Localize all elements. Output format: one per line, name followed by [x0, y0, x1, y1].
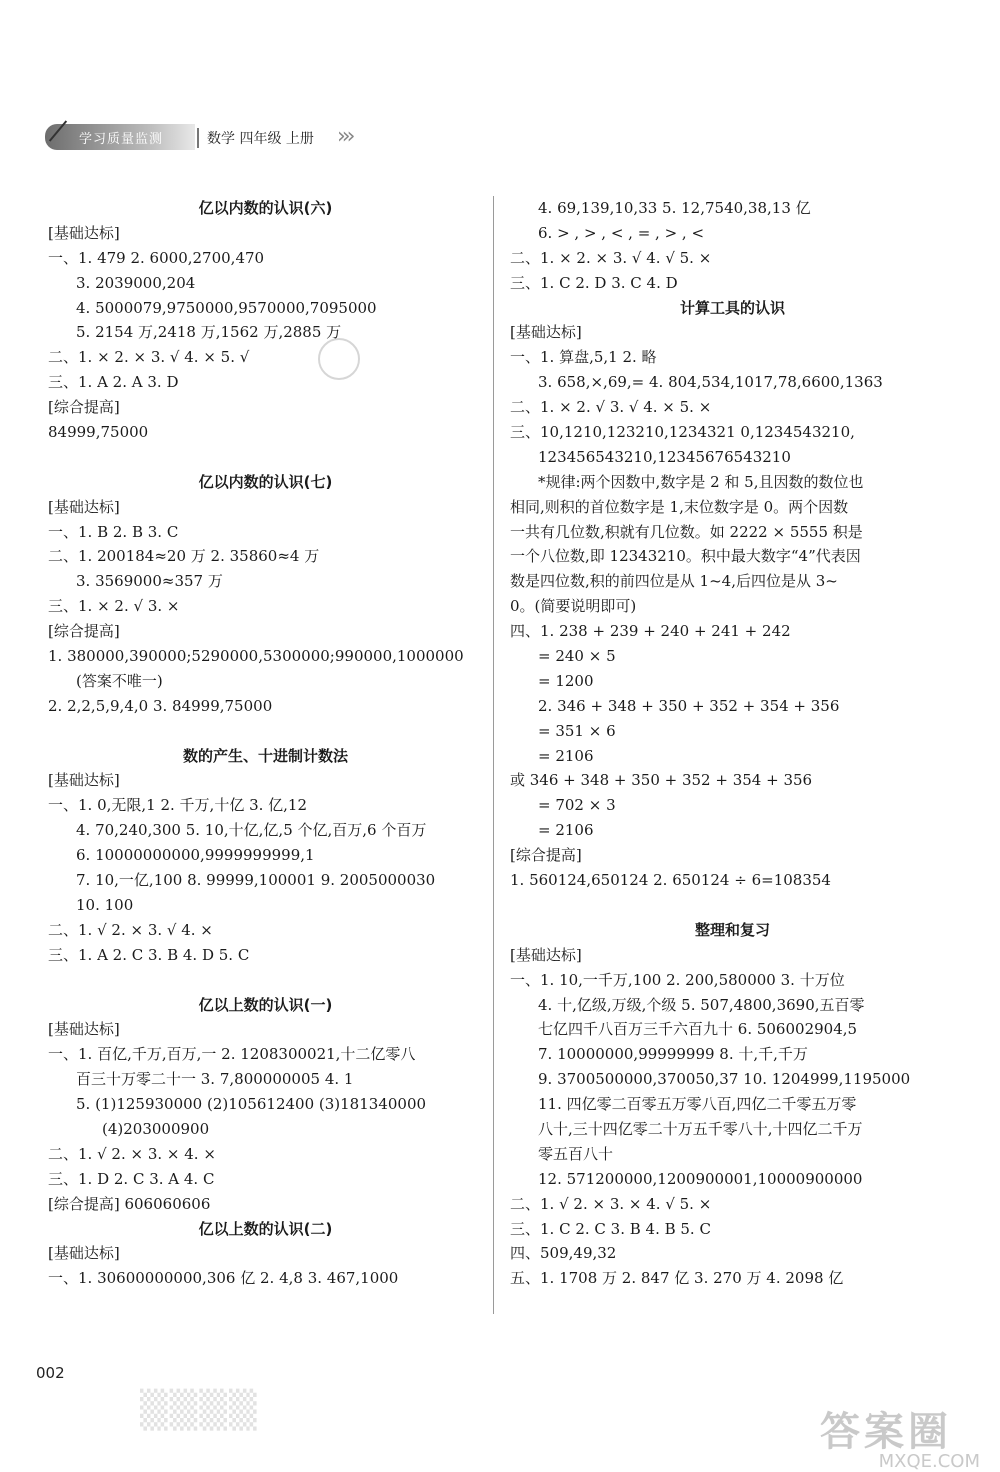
answer-line: [基础达标]: [510, 323, 582, 342]
answer-line: 百三十万零二十一 3. 7,800000005 4. 1: [76, 1070, 354, 1089]
column-divider: [493, 196, 494, 1314]
answer-line: 5. 2154 万,2418 万,1562 万,2885 万: [76, 323, 342, 342]
answer-line: 一、1. 0,无限,1 2. 千万,十亿 3. 亿,12: [48, 796, 308, 815]
answer-line: 7. 10000000,99999999 8. 十,千,千万: [538, 1045, 808, 1064]
answer-line: 2. 2,2,5,9,4,0 3. 84999,75000: [48, 696, 273, 715]
answer-line: 0。(简要说明即可): [510, 597, 637, 616]
answer-line: [综合提高] 606060606: [48, 1194, 211, 1213]
answer-line: [基础达标]: [48, 1020, 120, 1039]
answer-line: 或 346 + 348 + 350 + 352 + 354 + 356: [510, 771, 813, 790]
answer-line: 一、1. 479 2. 6000,2700,470: [48, 248, 265, 267]
answer-line: 84999,75000: [48, 423, 149, 442]
answer-line: [基础达标]: [48, 497, 120, 516]
answer-line: 123456543210,12345676543210: [538, 447, 791, 466]
answer-line: 三、1. C 2. D 3. C 4. D: [510, 273, 678, 292]
answer-line: 6. 10000000000,9999999999,1: [76, 846, 315, 865]
answer-line: 9. 3700500000,370050,37 10. 1204999,1195000: [538, 1070, 911, 1089]
right-column: [510, 196, 955, 1291]
watermark-text: 答案圈: [820, 1409, 952, 1455]
answer-line: 一个八位数,即 12343210。积中最大数字“4”代表因: [510, 547, 861, 566]
answer-line: 5. (1)125930000 (2)105612400 (3)181340000: [76, 1095, 427, 1114]
answer-line: 11. 四亿零二百零五万零八百,四亿二千零五万零: [538, 1095, 857, 1114]
answer-line: 三、1. A 2. A 3. D: [48, 373, 179, 392]
answer-line: 10. 100: [76, 895, 134, 914]
answer-line: 12. 571200000,1200900001,10000900000: [538, 1169, 863, 1188]
answer-line: = 2106: [538, 746, 594, 765]
answer-line: 一、1. 10,一千万,100 2. 200,580000 3. 十万位: [510, 970, 845, 989]
answer-line: 一、1. 算盘,5,1 2. 略: [510, 348, 657, 367]
answer-line: 3. 3569000≈357 万: [76, 572, 223, 591]
answer-line: 二、1. × 2. × 3. √ 4. √ 5. ×: [510, 248, 712, 267]
answer-line: 二、1. √ 2. × 3. × 4. ×: [48, 1144, 216, 1163]
answer-line: 七亿四千八百万三千六百九十 6. 506002904,5: [538, 1020, 858, 1039]
answer-line: (4)203000900: [102, 1119, 210, 1138]
section-title: 亿以内数的认识(七): [198, 472, 333, 491]
watermark-logo: [820, 1400, 990, 1472]
section-title: 亿以上数的认识(二): [198, 1219, 333, 1238]
answer-line: 数是四位数,积的前四位是从 1~4,后四位是从 3~: [510, 572, 838, 591]
spacer: [510, 893, 955, 918]
answer-line: [综合提高]: [48, 622, 120, 641]
answer-line: 三、1. C 2. C 3. B 4. B 5. C: [510, 1219, 711, 1238]
answer-line: 4. 69,139,10,33 5. 12,7540,38,13 亿: [538, 199, 811, 217]
answer-line: 3. 2039000,204: [76, 273, 196, 292]
answer-line: 4. 十,亿级,万级,个级 5. 507,4800,3690,五百零: [538, 995, 865, 1014]
watermark-site: MXQE.COM: [878, 1451, 980, 1472]
section-title: 数的产生、十进制计数法: [182, 746, 348, 765]
answer-line: 一、1. 30600000000,306 亿 2. 4,8 3. 467,1000: [48, 1269, 399, 1288]
answer-line: 2. 346 + 348 + 350 + 352 + 354 + 356: [538, 696, 840, 715]
answer-line: = 240 × 5: [538, 647, 616, 666]
chevron-right-icon: ›››: [337, 124, 352, 149]
header-separator: [197, 128, 199, 148]
answer-line: 八十,三十四亿零二十万五千零八十,十四亿二千万: [538, 1119, 863, 1138]
section-title: 计算工具的认识: [679, 298, 785, 317]
answer-line: (答案不唯一): [76, 671, 163, 690]
answer-line: 二、1. √ 2. × 3. × 4. √ 5. ×: [510, 1194, 712, 1213]
answer-line: = 702 × 3: [538, 796, 616, 815]
section-title: 亿以上数的认识(一): [198, 995, 333, 1014]
spacer: [48, 445, 483, 470]
answer-line: 相同,则积的首位数字是 1,末位数字是 0。两个因数: [510, 497, 849, 516]
answer-line: 6. > , > , < , = , > , <: [538, 223, 705, 242]
answer-line: *规律:两个因数中,数字是 2 和 5,且因数的数位也: [538, 472, 864, 491]
answer-line: [基础达标]: [510, 945, 582, 964]
answer-line: 二、1. √ 2. × 3. √ 4. ×: [48, 920, 213, 939]
spacer: [48, 968, 483, 993]
answer-line: 一、1. B 2. B 3. C: [48, 522, 179, 541]
answer-line: [综合提高]: [510, 846, 582, 865]
answer-line: [综合提高]: [48, 398, 120, 417]
answer-line: 零五百八十: [538, 1144, 614, 1163]
answer-line: 4. 70,240,300 5. 10,十亿,亿,5 个亿,百万,6 个百万: [76, 821, 427, 840]
answer-line: = 351 × 6: [538, 721, 616, 740]
answer-line: 三、1. × 2. √ 3. ×: [48, 597, 180, 616]
answer-line: [基础达标]: [48, 1244, 120, 1263]
stamp-icon: [318, 338, 360, 380]
answer-line: 三、1. A 2. C 3. B 4. D 5. C: [48, 945, 250, 964]
answer-line: 二、1. × 2. × 3. √ 4. × 5. √: [48, 348, 250, 367]
header-label: 学习质量监测: [79, 132, 164, 147]
answer-line: [基础达标]: [48, 771, 120, 790]
answer-line: 1. 560124,650124 2. 650124 ÷ 6=108354: [510, 871, 831, 890]
answer-line: = 2106: [538, 821, 594, 840]
answer-line: 四、509,49,32: [510, 1244, 617, 1263]
answer-line: 一、1. 百亿,千万,百万,一 2. 1208300021,十二亿零八: [48, 1045, 416, 1064]
answer-line: = 1200: [538, 671, 594, 690]
answer-line: 三、10,1210,123210,1234321 0,1234543210,: [510, 423, 855, 442]
answer-line: 3. 658,×,69,= 4. 804,534,1017,78,6600,1363: [538, 373, 883, 392]
page-number: 002: [36, 1364, 65, 1382]
answer-line: 二、1. 200184≈20 万 2. 35860≈4 万: [48, 547, 320, 566]
answer-line: [基础达标]: [48, 223, 120, 242]
faint-watermark: ▒▒▒▒: [140, 1390, 259, 1431]
answer-line: 五、1. 1708 万 2. 847 亿 3. 270 万 4. 2098 亿: [510, 1269, 844, 1288]
left-column: [48, 196, 483, 1291]
answer-line: 4. 5000079,9750000,9570000,7095000: [76, 298, 377, 317]
header-subject: 数学 四年级 上册: [207, 131, 314, 147]
page-header: [45, 118, 405, 154]
answer-line: 四、1. 238 + 239 + 240 + 241 + 242: [510, 622, 791, 641]
answer-line: 一共有几位数,积就有几位数。如 2222 × 5555 积是: [510, 522, 863, 541]
answer-line: 三、1. D 2. C 3. A 4. C: [48, 1169, 215, 1188]
answer-line: 二、1. × 2. √ 3. √ 4. × 5. ×: [510, 398, 712, 417]
answer-line: 1. 380000,390000;5290000,5300000;990000,1000000: [48, 647, 464, 666]
section-title: 亿以内数的认识(六): [198, 199, 333, 217]
spacer: [48, 719, 483, 744]
section-title: 整理和复习: [694, 920, 770, 939]
answer-line: 7. 10,一亿,100 8. 99999,100001 9. 2005000030: [76, 871, 436, 890]
